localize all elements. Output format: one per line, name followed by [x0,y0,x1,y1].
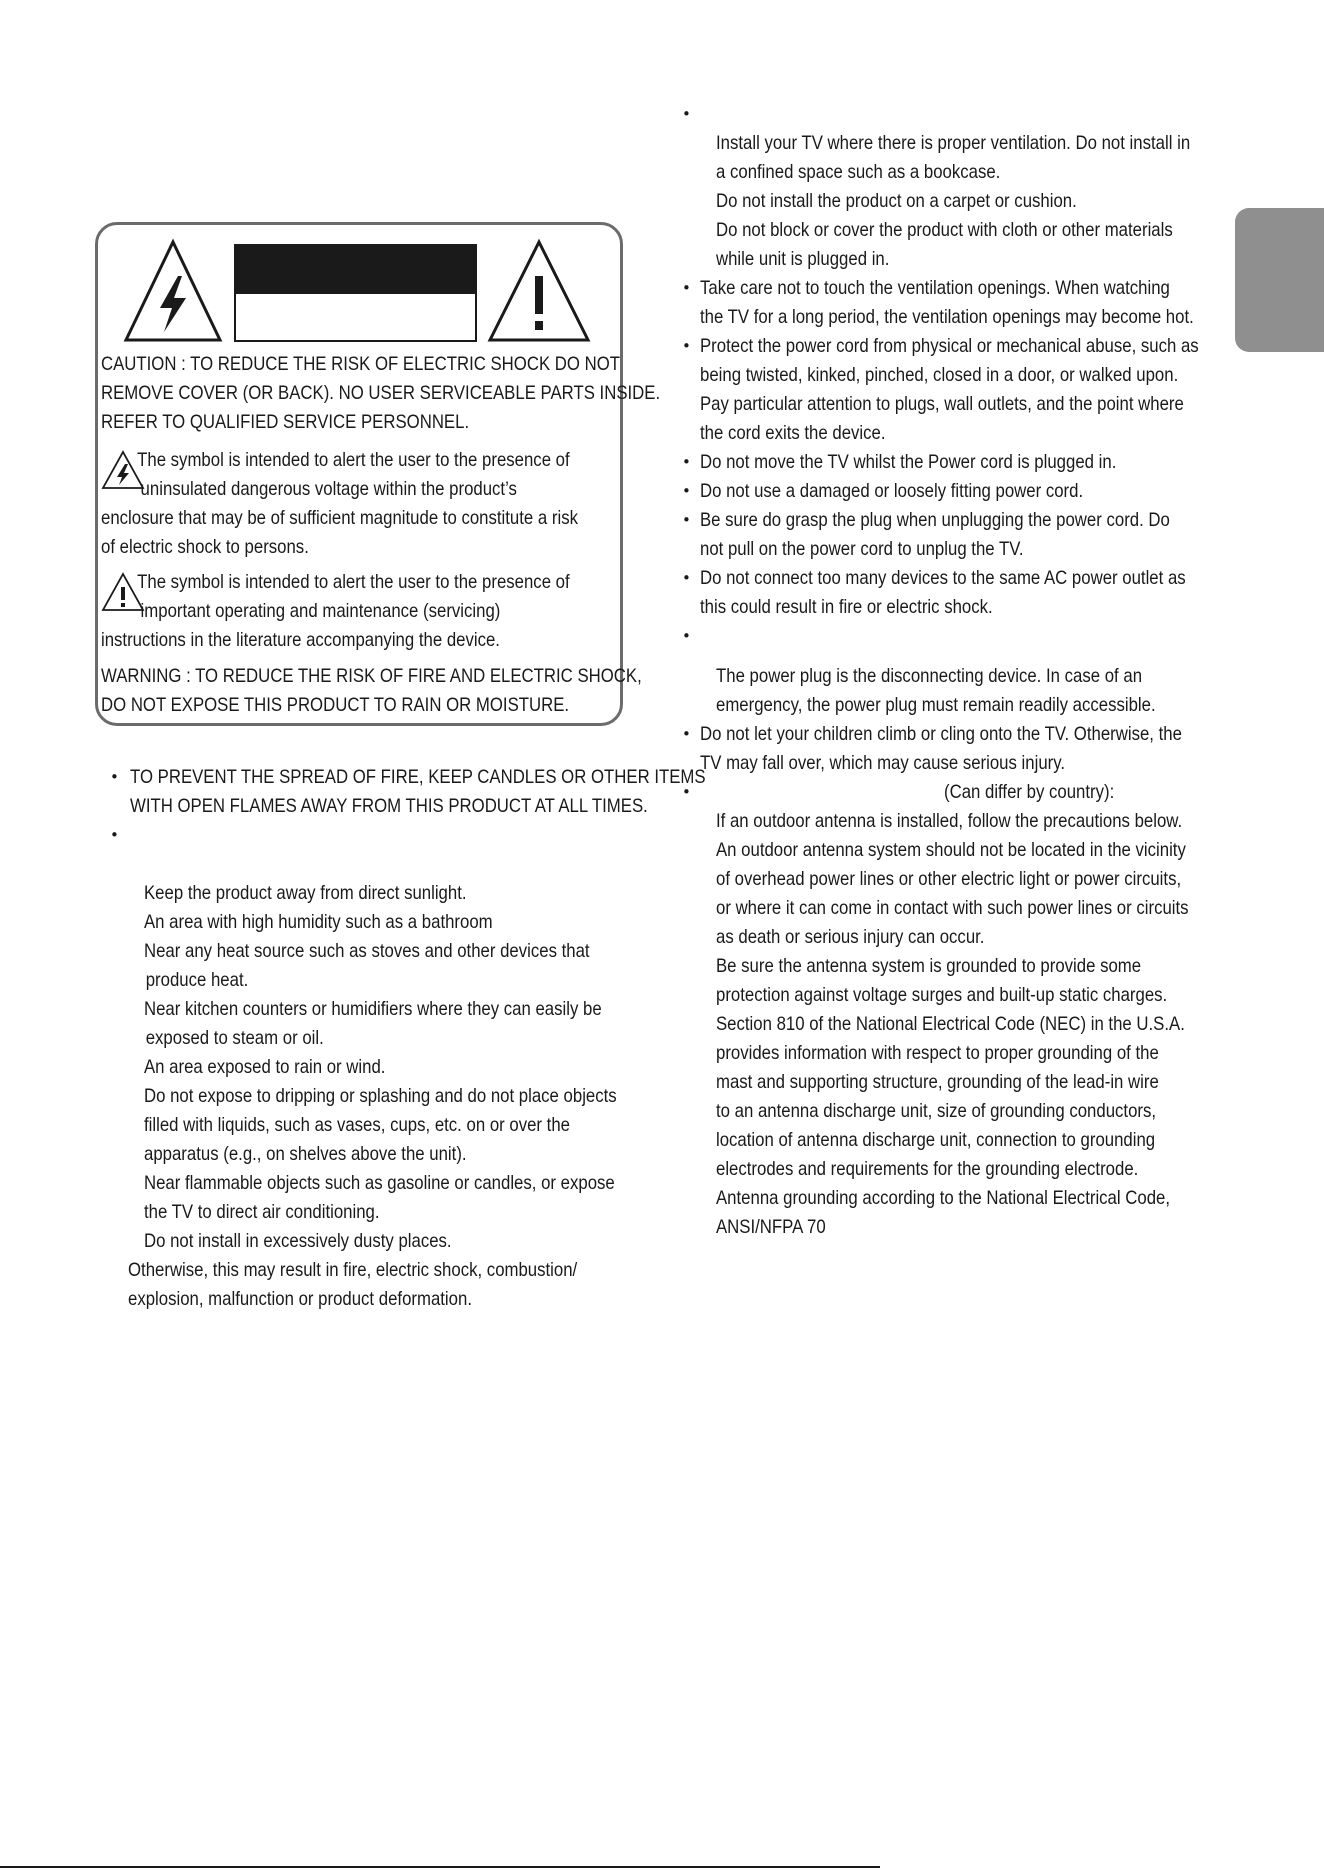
lightning-note [101,446,578,562]
antenna-item [682,778,1262,807]
exclamation-note-line: important operating and maintenance (servicing) [140,600,501,622]
antenna-line: mast and supporting structure, grounding of the lead-in wire [716,1071,1159,1093]
location-footer-line: Otherwise, this may result in fire, electric shock, combustion/ [128,1259,578,1281]
antenna-line: ANSI/NFPA 70 [716,1216,826,1238]
location-footer [128,1256,704,1314]
bullet-mark: • [682,105,691,123]
ventilation-line: Install your TV where there is proper ventilation. Do not install in [716,132,1191,154]
right-column-list [682,100,1262,1242]
footer-rule [0,1866,880,1868]
too-many-devices-item [682,564,1262,622]
item-line: Be sure do grasp the plug when unplugging the power cord. Do [700,509,1170,531]
bullet-mark: • [682,337,691,355]
power-plug-sublist [716,662,1215,720]
lightning-note-line: The symbol is intended to alert the user to the presence of [137,449,570,471]
bullet-mark: • [682,453,691,471]
bullet-mark: • [682,569,691,587]
ventilation-sublist [716,129,1215,274]
caution-text [101,350,660,437]
exclamation-note [101,568,570,655]
antenna-line: If an outdoor antenna is installed, follow the precautions below. [716,810,1183,832]
location-line: the TV to direct air conditioning. [144,1201,380,1223]
power-plug-line: The power plug is the disconnecting device. In case of an [716,665,1143,687]
bullet-mark: • [682,279,691,297]
power-cord-protect-item [682,332,1262,448]
power-plug-item [682,622,1262,662]
bullet-mark: • [682,627,691,645]
antenna-line: provides information with respect to proper grounding of the [716,1042,1159,1064]
caution-line: CAUTION : TO REDUCE THE RISK OF ELECTRIC SHOCK DO NOT [101,353,621,375]
antenna-line: electrodes and requirements for the grounding electrode. [716,1158,1139,1180]
fire-warning-line: TO PREVENT THE SPREAD OF FIRE, KEEP CANDLES OR OTHER ITEMS [130,766,706,788]
children-item [682,720,1262,778]
caution-label-box [234,244,477,342]
bullet-mark: • [682,511,691,529]
warning-symbols-row [122,238,592,344]
item-line: Do not use a damaged or loosely fitting power cord. [700,480,1084,502]
location-line: Near any heat source such as stoves and other devices that [144,940,590,962]
location-line: apparatus (e.g., on shelves above the unit). [144,1143,467,1165]
fire-warning-line: WITH OPEN FLAMES AWAY FROM THIS PRODUCT AT ALL TIMES. [130,795,648,817]
lightning-note-line: uninsulated dangerous voltage within the product’s [140,478,517,500]
bullet-mark: • [682,725,691,743]
antenna-line: of overhead power lines or other electric light or power circuits, [716,868,1182,890]
item-line: Protect the power cord from physical or mechanical abuse, such as [700,335,1199,357]
antenna-line: location of antenna discharge unit, connection to grounding [716,1129,1156,1151]
location-line: Near kitchen counters or humidifiers where they can easily be [144,998,602,1020]
move-tv-item [682,448,1262,477]
caution-line: REMOVE COVER (OR BACK). NO USER SERVICEABLE PARTS INSIDE. [101,382,661,404]
antenna-sublist [716,807,1215,1242]
ventilation-line: a confined space such as a bookcase. [716,161,1001,183]
item-line: not pull on the power cord to unplug the TV. [700,538,1024,560]
exclamation-note-line: instructions in the literature accompanying the device. [101,629,500,651]
location-warning-item [110,821,779,879]
exclamation-note-line: The symbol is intended to alert the user to the presence of [137,571,570,593]
location-line: exposed to steam or oil. [145,1027,324,1049]
item-line: TV may fall over, which may cause serious injury. [700,752,1066,774]
ventilation-line: Do not install the product on a carpet or cushion. [716,190,1077,212]
caution-label-band [236,246,475,294]
warning-text [101,662,642,720]
antenna-line: to an antenna discharge unit, size of grounding conductors, [716,1100,1157,1122]
item-line: being twisted, kinked, pinched, closed in a door, or walked upon. [700,364,1179,386]
power-plug-line: emergency, the power plug must remain readily accessible. [716,694,1156,716]
item-line: Do not move the TV whilst the Power cord is plugged in. [700,451,1117,473]
ventilation-line: Do not block or cover the product with cloth or other materials [716,219,1173,241]
grasp-plug-item [682,506,1262,564]
location-line: Do not install in excessively dusty places. [144,1230,452,1252]
location-sublist [144,879,720,1256]
warning-line: DO NOT EXPOSE THIS PRODUCT TO RAIN OR MOISTURE. [101,694,570,716]
ventilation-hot-item [682,274,1262,332]
item-line: Do not connect too many devices to the same AC power outlet as [700,567,1186,589]
exclamation-warning-triangle-icon [486,238,592,344]
antenna-line: Section 810 of the National Electrical Code (NEC) in the U.S.A. [716,1013,1185,1035]
bullet-mark: • [110,768,119,786]
lightning-note-line: enclosure that may be of sufficient magnitude to constitute a risk [101,507,578,529]
location-line: produce heat. [145,969,249,991]
location-line: Keep the product away from direct sunlight. [144,882,467,904]
language-side-tab [1235,208,1324,352]
ventilation-line: while unit is plugged in. [716,248,890,270]
lightning-warning-triangle-icon [122,238,224,344]
location-line: Near flammable objects such as gasoline or candles, or expose [144,1172,615,1194]
bullet-mark: • [682,783,691,801]
damaged-cord-item [682,477,1262,506]
antenna-heading-tail: (Can differ by country): [944,781,1115,803]
antenna-line: An outdoor antenna system should not be located in the vicinity [716,839,1186,861]
bullet-mark: • [110,826,119,844]
bullet-mark: • [682,482,691,500]
item-line: the TV for a long period, the ventilation openings may become hot. [700,306,1194,328]
item-line: Do not let your children climb or cling onto the TV. Otherwise, the [700,723,1182,745]
antenna-line: Antenna grounding according to the National Electrical Code, [716,1187,1171,1209]
caution-line: REFER TO QUALIFIED SERVICE PERSONNEL. [101,411,470,433]
antenna-line: as death or serious injury can occur. [716,926,985,948]
ventilation-item [682,100,1262,129]
item-line: the cord exits the device. [700,422,886,444]
location-line: filled with liquids, such as vases, cups, etc. on or over the [144,1114,570,1136]
antenna-line: protection against voltage surges and built-up static charges. [716,984,1168,1006]
lightning-note-line: of electric shock to persons. [101,536,309,558]
location-line: An area with high humidity such as a bathroom [144,911,493,933]
antenna-line: Be sure the antenna system is grounded to provide some [716,955,1142,977]
fire-warning-item [110,763,779,821]
item-line: Pay particular attention to plugs, wall outlets, and the point where [700,393,1184,415]
location-line: Do not expose to dripping or splashing and do not place objects [144,1085,617,1107]
location-footer-line: explosion, malfunction or product deformation. [128,1288,472,1310]
safety-warning-box [95,222,661,726]
antenna-line: or where it can come in contact with such power lines or circuits [716,897,1189,919]
location-line: An area exposed to rain or wind. [144,1056,386,1078]
item-line: Take care not to touch the ventilation openings. When watching [700,277,1170,299]
left-column-list [110,763,779,1314]
warning-line: WARNING : TO REDUCE THE RISK OF FIRE AND ELECTRIC SHOCK, [101,665,642,687]
item-line: this could result in fire or electric shock. [700,596,993,618]
